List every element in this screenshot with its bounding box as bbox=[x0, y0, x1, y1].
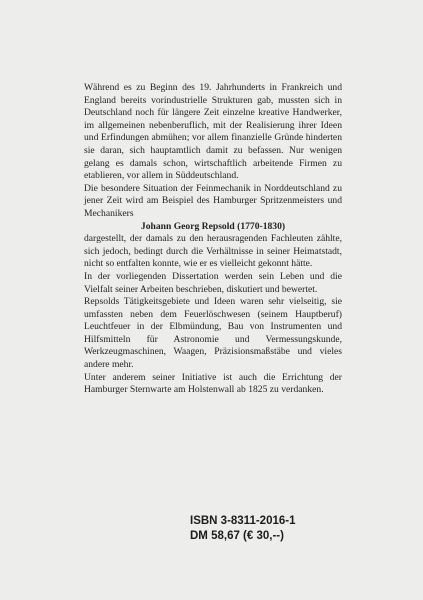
bibliographic-info bbox=[0, 514, 423, 544]
blurb-text-block bbox=[84, 82, 342, 397]
blurb-paragraph-2: Die besondere Situation der Feinmechanik in Norddeutschland zu jener Zeit wird am Beispiel des Hamburger Spritzenmeisters und Mechanikers bbox=[84, 182, 342, 219]
isbn-number: ISBN 3-8311-2016-1 bbox=[190, 515, 296, 527]
blurb-paragraph-1: Während es zu Beginn des 19. Jahrhunderts in Frankreich und England bereits vorindustrielle Strukturen gab, mussten sich in Deutschland noch für längere Zeit einzelne kreative Handwerker, im allgemeinen nebenberuflich, mit der Realisierung ihrer Ideen und Erfindungen abmühen; vor allem finanzielle Gründe hinderten sie daran, sich hauptamtlich damit zu befassen. Nur wenigen gelang es damals schon, wirtschaftlich arbeitende Firmen zu etablieren, vor allem in Süddeutschland. bbox=[84, 82, 342, 182]
blurb-paragraph-6: Unter anderem seiner Initiative ist auch die Errichtung der Hamburger Sternwarte am Holstenwall ab 1825 zu verdanken. bbox=[84, 371, 342, 396]
blurb-paragraph-5: Repsolds Tätigkeitsgebiete und Ideen waren sehr vielseitig, sie umfassten neben dem Feuerlöschwesen (seinem Hauptberuf) Leuchtfeuer in der Elbmündung, Bau von Instrumenten und Hilfsmitteln für Astronomie und Vermessungskunde, Werkzeugmaschinen, Waagen, Präzisionsmaßstäbe und vieles andere mehr. bbox=[84, 296, 342, 371]
price-line: DM 58,67 (€ 30,--) bbox=[190, 530, 284, 542]
blurb-paragraph-4: In der vorliegenden Dissertation werden sein Leben und die Vielfalt seiner Arbeiten beschrieben, diskutiert und bewertet. bbox=[84, 270, 342, 295]
subject-name-heading: Johann Georg Repsold (1770-1830) bbox=[140, 220, 286, 232]
blurb-paragraph-3: dargestellt, der damals zu den herausragenden Fachleuten zählte, sich jedoch, bedingt durch die Verhältnisse in seiner Heimatstadt, nicht so entfalten konnte, wie er es vielleicht gekonnt hätte. bbox=[84, 233, 342, 270]
